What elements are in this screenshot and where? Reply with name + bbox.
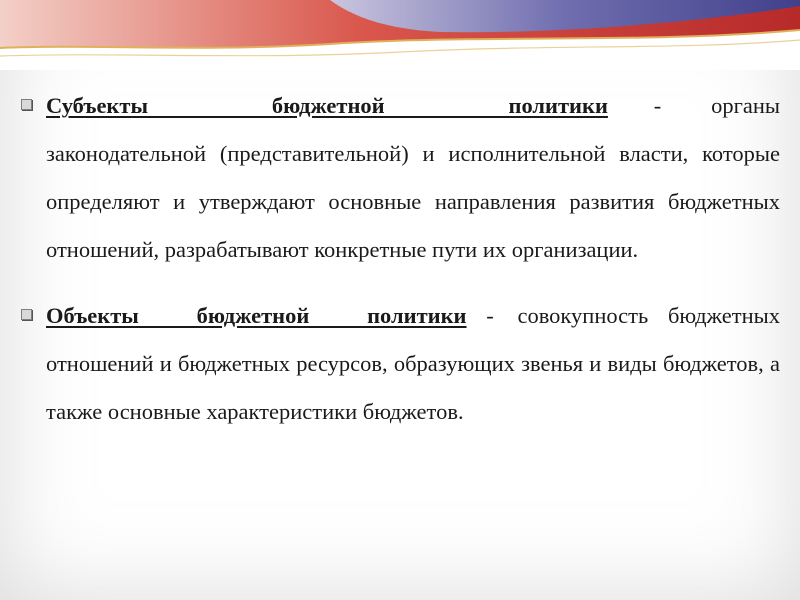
- square-bullet-icon: [21, 99, 32, 110]
- bullet-list: [20, 82, 780, 454]
- term-subjects: Субъекты бюджетной политики: [46, 93, 608, 118]
- term-objects: Объекты бюджетной политики: [46, 303, 467, 328]
- dash: -: [607, 93, 708, 118]
- definition-objects: совокупность бюджетных отношений и бюджетных ресурсов, образующих звенья и виды бюджетов, а также основные характеристики бюджетов.: [46, 303, 780, 424]
- decorative-banner: [0, 0, 800, 70]
- definition-subjects: органы законодательной (представительной) и исполнительной власти, которые определяют и утверждают основные направления развития бюджетных отношений, разрабатывают конкретные пути их организации.: [46, 93, 780, 262]
- square-bullet-icon: [21, 309, 32, 320]
- dash: -: [466, 303, 514, 328]
- list-item: [20, 292, 780, 436]
- list-item: [20, 82, 780, 274]
